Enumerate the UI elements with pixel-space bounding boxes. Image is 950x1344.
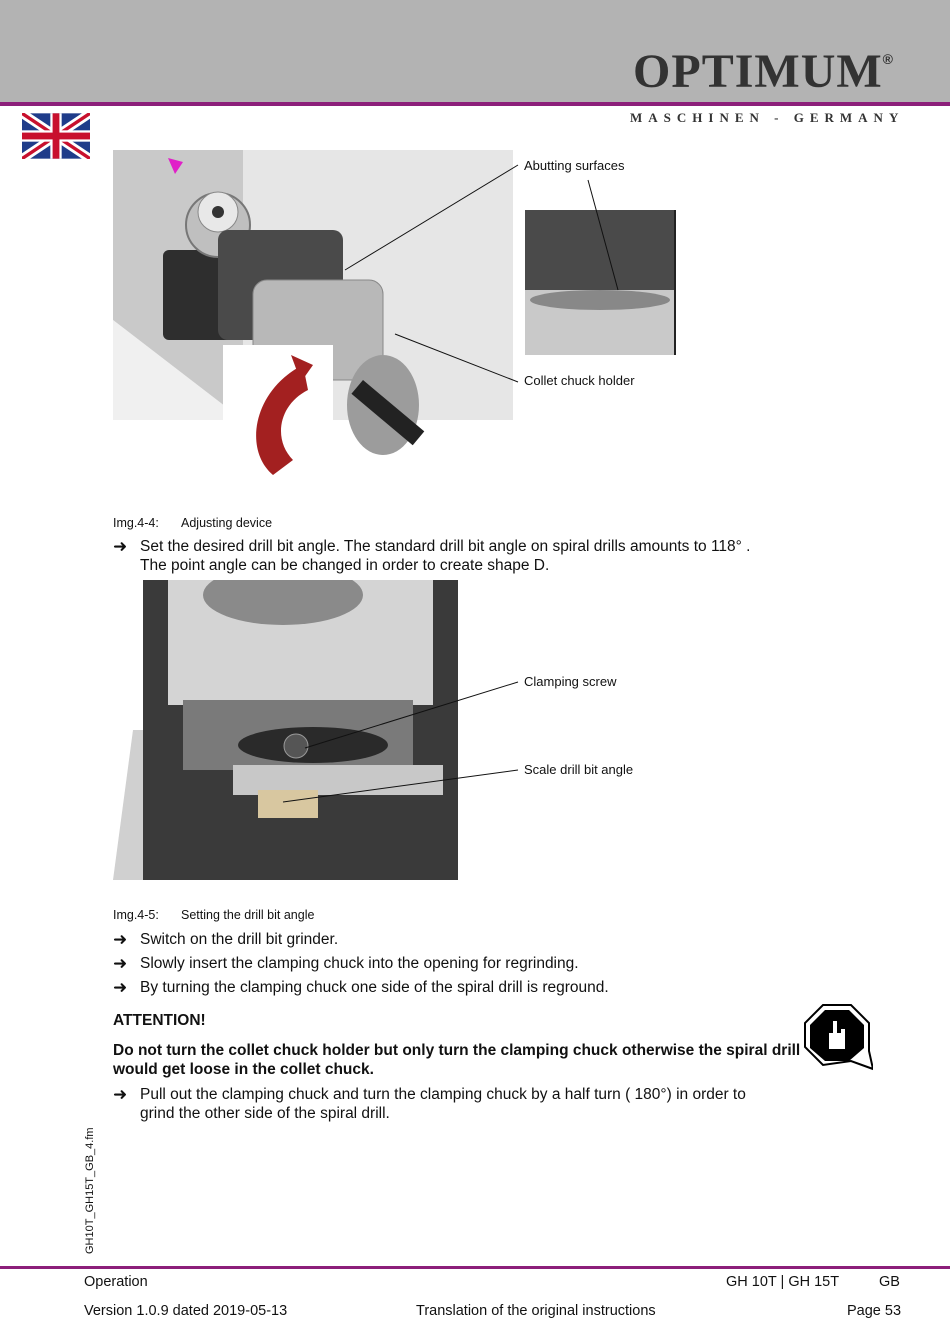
brand-logo: OPTIMUM®: [633, 45, 894, 98]
brand-tagline: MASCHINEN - GERMANY: [630, 110, 905, 125]
figure-caption: Img.4-5: Setting the drill bit angle: [113, 908, 315, 922]
source-file-label: GH10T_GH15T_GB_4.fm: [84, 1127, 96, 1254]
footer-translation-note: Translation of the original instructions: [416, 1303, 656, 1319]
callout-clamping-screw: Clamping screw: [524, 674, 617, 689]
list-item: ➜ By turning the clamping chuck one side of the spiral drill is reground.: [113, 978, 609, 997]
callout-abutting-surfaces: Abutting surfaces: [524, 158, 625, 173]
arrow-right-icon: ➜: [113, 1085, 128, 1104]
figure-caption: Img.4-4: Adjusting device: [113, 516, 273, 530]
arrow-right-icon: ➜: [113, 954, 128, 973]
list-item: ➜ Pull out the clamping chuck and turn the clamping chuck by a half turn ( 180°) in order to grind the other side of the spiral drill.: [113, 1085, 746, 1122]
list-item: ➜ Slowly insert the clamping chuck into the opening for regrinding.: [113, 954, 579, 973]
list-item: ➜ Switch on the drill bit grinder.: [113, 930, 339, 949]
attention-heading: ATTENTION!: [113, 1012, 206, 1029]
footer-models: GH 10T | GH 15T: [726, 1274, 840, 1290]
drill-angle-setting-photo: [113, 580, 673, 890]
footer-language: GB: [879, 1274, 900, 1290]
footer-section: Operation: [84, 1274, 148, 1290]
arrow-right-icon: ➜: [113, 978, 128, 997]
footer-accent-line: [0, 1266, 950, 1269]
stop-hand-warning-icon: [803, 1003, 873, 1071]
arrow-right-icon: ➜: [113, 537, 128, 556]
page-number: Page 53: [847, 1303, 902, 1319]
arrow-right-icon: ➜: [113, 930, 128, 949]
footer-version: Version 1.0.9 dated 2019-05-13: [84, 1303, 288, 1319]
attention-text: Do not turn the collet chuck holder but only turn the clamping chuck otherwise the spiral drill would get loose in the collet chuck.: [113, 1042, 801, 1078]
adjusting-device-photo: [113, 150, 693, 490]
callout-collet-chuck-holder: Collet chuck holder: [524, 373, 635, 388]
callout-scale-drill-bit-angle: Scale drill bit angle: [524, 762, 634, 777]
header-accent-line: [0, 102, 950, 106]
uk-flag-icon: [22, 113, 90, 159]
list-item: ➜ Set the desired drill bit angle. The standard drill bit angle on spiral drills amounts to 118° . The point angle can be changed in order to create shape D.: [113, 537, 751, 574]
